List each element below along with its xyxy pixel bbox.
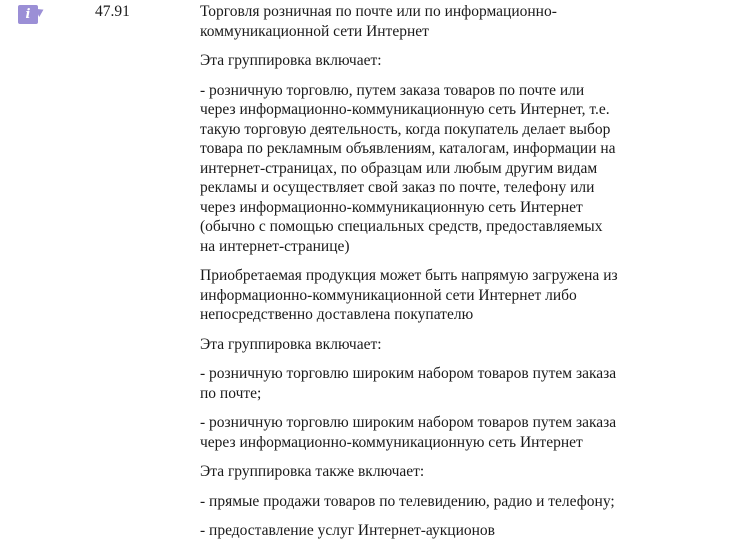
paragraph: - розничную торговлю, путем заказа товаров по почте или через информационно-коммуникационную сеть Интернет, т.е. такую торговую деятельность, когда покупатель делает выбор товара по рекламным объявлениям, каталогам, информации на интернет-страницах, по образцам или любым другим видам рекламы и осуществляет свой заказ по почте, телефону или через информационно-коммуникационную сеть Интернет (обычно с помощью специальных средств, предоставляемых на интернет-странице) [200, 81, 616, 255]
paragraph: - предоставление услуг Интернет-аукционов [200, 522, 495, 539]
paragraph: - розничную торговлю широким набором товаров путем заказа через информационно-коммуникационную сеть Интернет [200, 414, 617, 451]
info-glyph: i [25, 7, 31, 22]
paragraph: - прямые продажи товаров по телевидению, радио и телефону; [200, 492, 615, 510]
paragraph: Эта группировка включает: [200, 335, 382, 353]
paragraph: Эта группировка включает: [200, 52, 382, 69]
entry-description [200, 2, 620, 551]
paragraph: - розничную торговлю широким набором товаров путем заказа по почте; [200, 365, 617, 402]
entry-title: Торговля розничная по почте или по информационно-коммуникационной сети Интернет [200, 3, 557, 40]
paragraph: Приобретаемая продукция может быть напрямую загружена из информационно-коммуникационной сети Интернет либо непосредственно доставлена покупателю [200, 267, 618, 323]
paragraph: Эта группировка также включает: [200, 463, 425, 480]
entry-code: 47.91 [95, 3, 130, 20]
info-icon[interactable] [18, 5, 38, 24]
